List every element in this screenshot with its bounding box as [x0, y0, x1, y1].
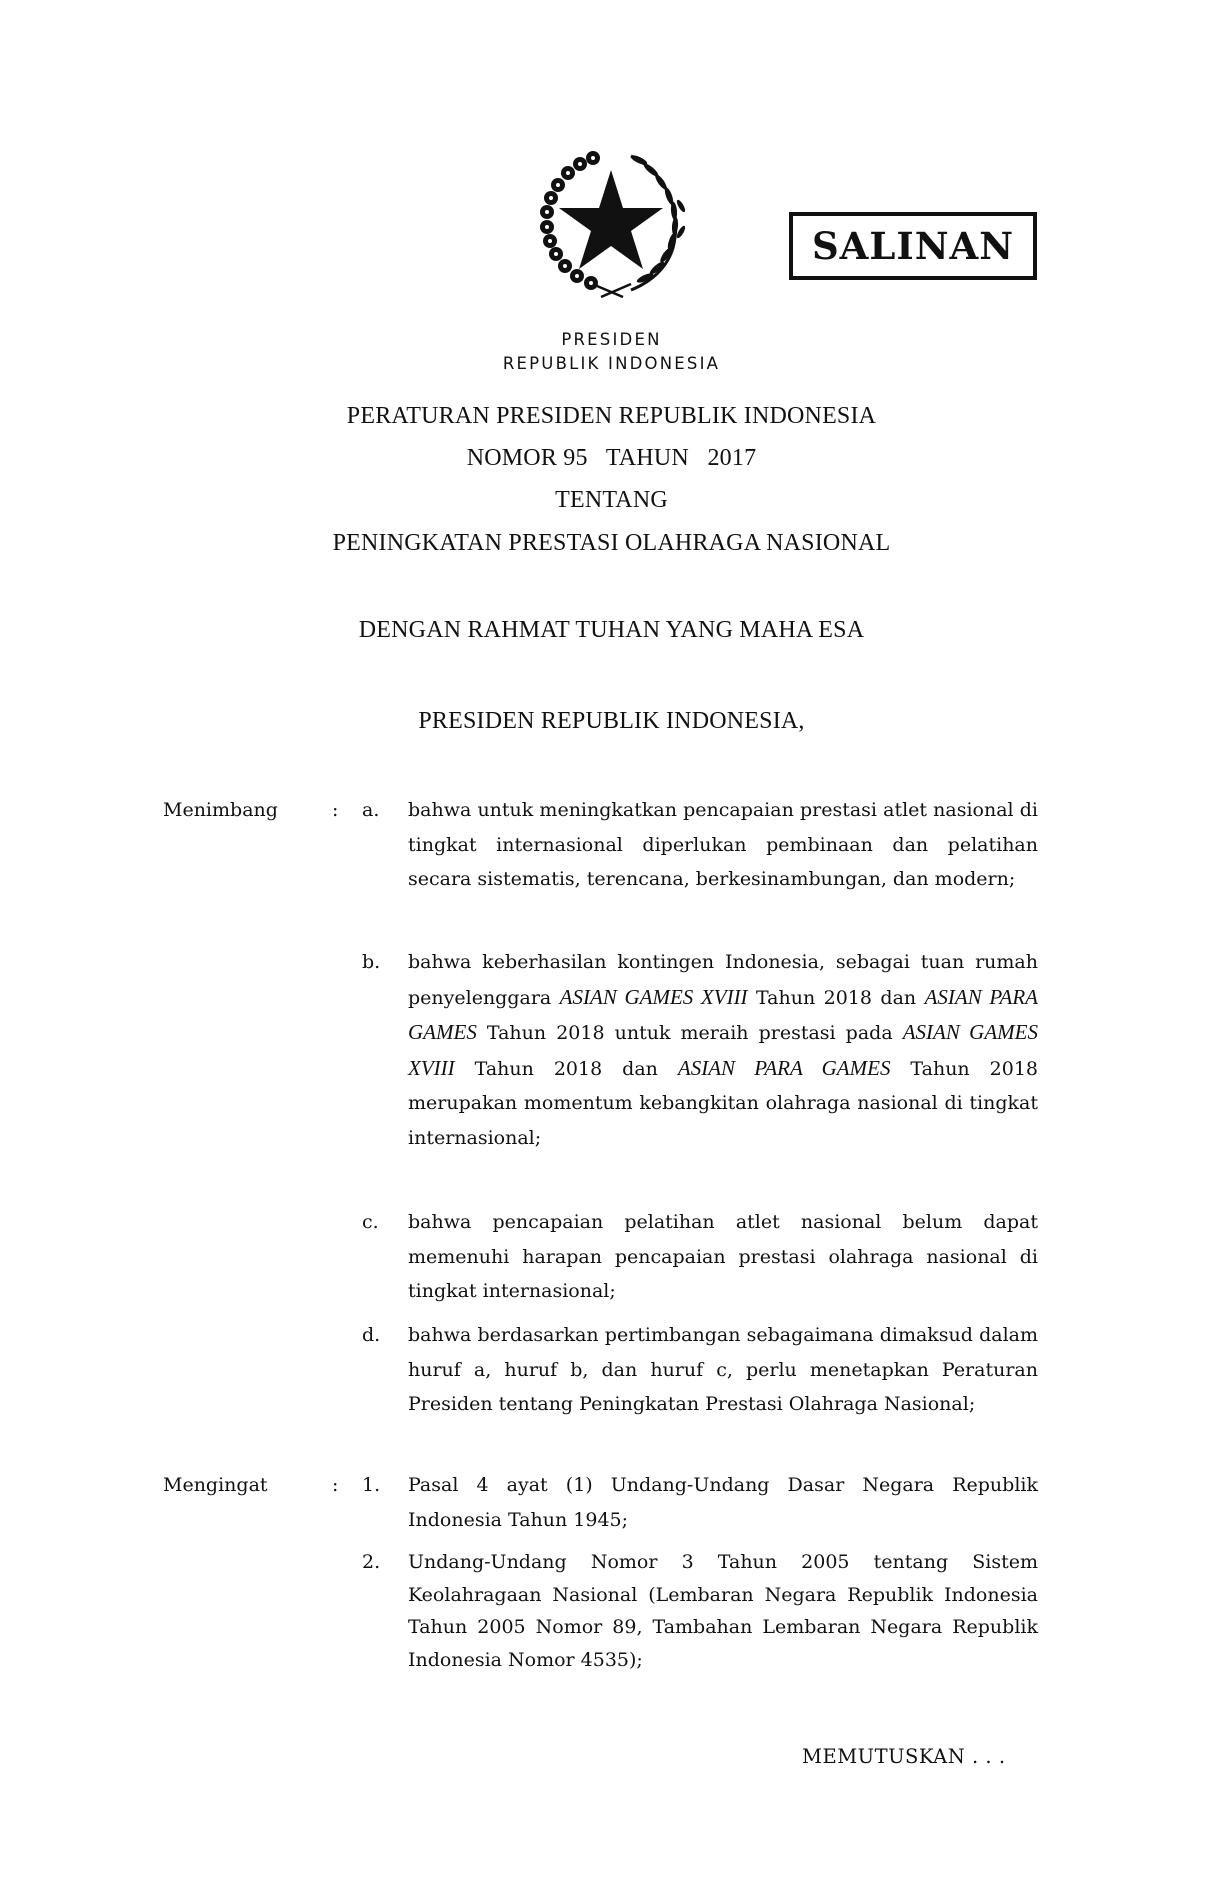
italic-term: ASIAN PARA GAMES [677, 1055, 891, 1080]
issuer-line: PRESIDEN REPUBLIK INDONESIA, [418, 708, 805, 734]
menimbang-item-d-marker: d. [362, 1324, 381, 1346]
invocation-line: DENGAN RAHMAT TUHAN YANG MAHA ESA [358, 617, 865, 643]
salinan-label: SALINAN [811, 224, 1015, 268]
mengingat-colon: : [332, 1474, 339, 1496]
regulation-number: NOMOR 95 TAHUN 2017 [466, 445, 757, 471]
office-line-presiden: PRESIDEN [561, 330, 662, 349]
salinan-copy-stamp [789, 212, 1037, 280]
page-continuation-marker: MEMUTUSKAN . . . [802, 1745, 1006, 1768]
mengingat-label: Mengingat [163, 1474, 268, 1496]
garuda-star-wreath-emblem-icon [535, 150, 687, 298]
menimbang-item-b-text: bahwa keberhasilan kontingen Indonesia, sebagai tuan rumah penyelenggara ASIAN GAMES XVIII Tahun 2018 dan ASIAN PARA GAMES Tahun 2018 untuk meraih prestasi pada ASIAN GAMES XVIII Tahun 2018 dan ASIAN PARA GAMES Tahun 2018 merupakan momentum kebangkitan olahraga nasional di tingkat internasional; [408, 951, 1038, 1149]
menimbang-colon: : [332, 799, 339, 821]
menimbang-item-a-text: bahwa untuk meningkatkan pencapaian prestasi atlet nasional di tingkat internasional diperlukan pembinaan dan pelatihan secara sistematis, terencana, berkesinambungan, dan modern; [408, 799, 1038, 891]
menimbang-item-c-text: bahwa pencapaian pelatihan atlet nasional belum dapat memenuhi harapan pencapaian prestasi olahraga nasional di tingkat internasional; [408, 1211, 1038, 1303]
regulation-type-title: PERATURAN PRESIDEN REPUBLIK INDONESIA [346, 403, 877, 429]
menimbang-label: Menimbang [163, 799, 278, 821]
italic-term: ASIAN PARA GAMES [408, 984, 1038, 1045]
italic-term: ASIAN GAMES XVIII [559, 984, 748, 1009]
mengingat-item-1-text: Pasal 4 ayat (1) Undang-Undang Dasar Negara Republik Indonesia Tahun 1945; [408, 1474, 1038, 1531]
office-line-republik: REPUBLIK INDONESIA [502, 354, 721, 373]
regulation-subject: PENINGKATAN PRESTASI OLAHRAGA NASIONAL [332, 530, 891, 556]
italic-term: ASIAN GAMES XVIII [408, 1020, 1038, 1080]
mengingat-item-2-text: Undang-Undang Nomor 3 Tahun 2005 tentang Sistem Keolahragaan Nasional (Lembaran Negara Republik Indonesia Tahun 2005 Nomor 89, Tambahan Lembaran Negara Republik Indonesia Nomor 4535); [408, 1551, 1038, 1671]
mengingat-item-1-marker: 1. [362, 1474, 381, 1496]
menimbang-item-d-text: bahwa berdasarkan pertimbangan sebagaimana dimaksud dalam huruf a, huruf b, dan huruf c, perlu menetapkan Peraturan Presiden tentang Peningkatan Prestasi Olahraga Nasional; [408, 1324, 1038, 1416]
menimbang-item-c-marker: c. [362, 1211, 379, 1233]
menimbang-item-b-marker: b. [362, 951, 381, 973]
mengingat-item-2-marker: 2. [362, 1551, 381, 1573]
menimbang-item-a-marker: a. [362, 799, 380, 821]
tentang-heading: TENTANG [555, 487, 668, 513]
